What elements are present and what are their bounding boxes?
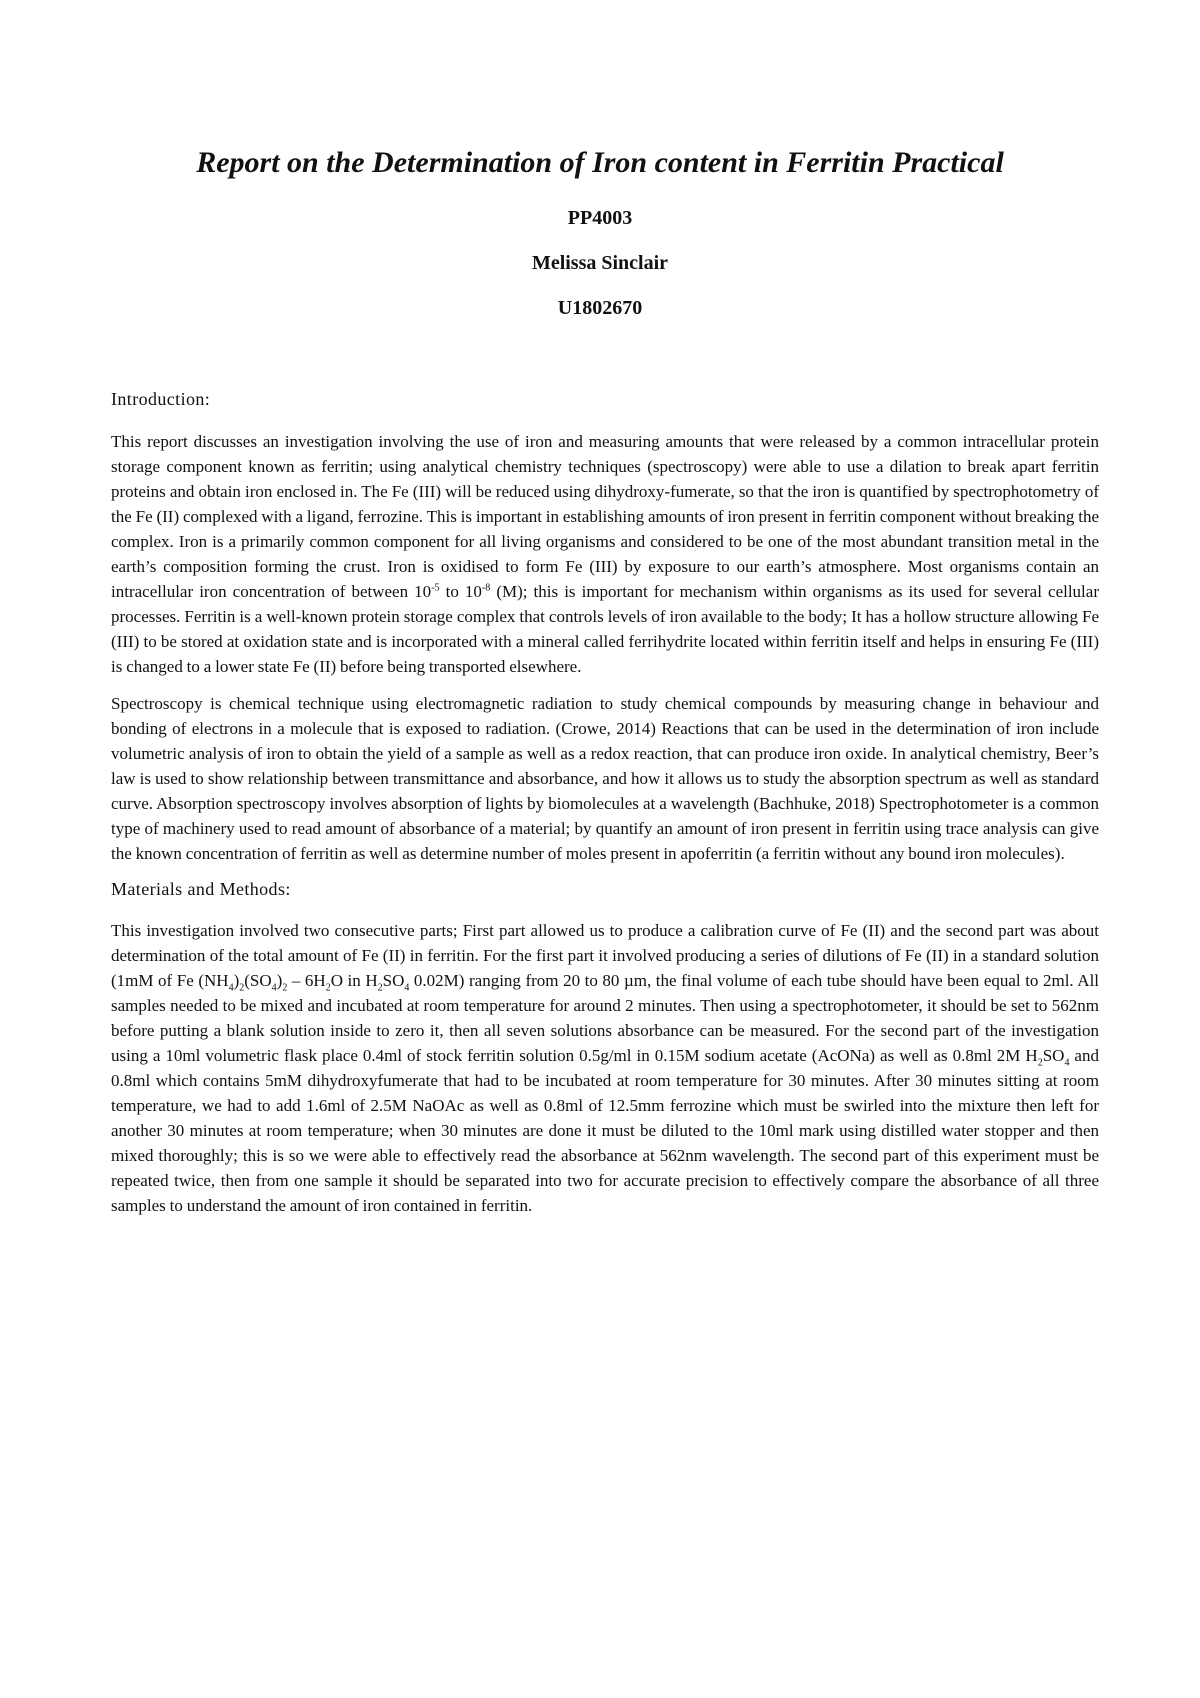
- introduction-paragraph-2: Spectroscopy is chemical technique using electromagnetic radiation to study chemical compounds by measuring change in behaviour and bonding of electrons in a molecule that is exposed to radiation. (Crowe, 2014) Reactions that can be used in the determination of iron include volumetric analysis of iron to obtain the yield of a sample as well as a redox reaction, that can produce iron oxide. In analytical chemistry, Beer’s law is used to show relationship between transmittance and absorbance, and how it allows us to study the absorption spectrum as well as standard curve. Absorption spectroscopy involves absorption of lights by biomolecules at a wavelength (Bachhuke, 2018) Spectrophotometer is a common type of machinery used to read amount of absorbance of a material; by quantify an amount of iron present in ferritin using trace analysis can give the known concentration of ferritin as well as determine number of moles present in apoferritin (a ferritin without any bound iron molecules).: [111, 693, 1099, 863]
- author-name: Melissa Sinclair: [531, 252, 669, 274]
- methods-paragraph-1: This investigation involved two consecutive parts; First part allowed us to produce a calibration curve of Fe (II) and the second part was about determination of the total amount of Fe (II) in ferritin. For the first part it involved producing a series of dilutions of Fe (II) in a standard solution (1mM of Fe $(NH_4)_2(SO_4)_2 - 6H_2O$ in $H_2SO_4$ 0.02M) ranging from 20 to 80 µm, the final volume of each tube should have been equal to 2ml. All samples needed to be mixed and incubated at room temperature for around 2 minutes. Then using a spectrophotometer, it should be set to 562nm before putting a blank solution inside to zero it, then all seven solutions absorbance can be measured. For the second part of the investigation using a 10ml volumetric flask place 0.4ml of stock ferritin solution 0.5g/ml in 0.15M sodium acetate (AcONa) as well as 0.8ml 2M $H_2SO_4$ and 0.8ml which contains 5mM dihydroxyfumerate that had to be incubated at room temperature for 30 minutes. After 30 minutes sitting at room temperature, we had to add 1.6ml of 2.5M NaOAc as well as 0.8ml of 12.5mm ferrozine which must be swirled into the mixture then left for another 30 minutes at room temperature; when 30 minutes are done it must be diluted to the 10ml mark using distilled water stopper and then mixed thoroughly; this is so we were able to effectively read the absorbance at 562nm wavelength. The second part of this experiment must be repeated twice, then from one sample it should be separated into two for accurate precision to effectively compare the absorbance of all three samples to understand the amount of iron contained in ferritin.: [111, 921, 1100, 1215]
- report-title: Report on the Determination of Iron content in Ferritin Practical: [196, 146, 1004, 179]
- student-id: U1802670: [557, 297, 643, 319]
- module-code: PP4003: [567, 207, 633, 229]
- methods-heading: Materials and Methods:: [111, 878, 291, 899]
- introduction-heading: Introduction:: [111, 389, 211, 409]
- report-body: [111, 388, 1099, 1230]
- introduction-paragraph-1: This report discusses an investigation involving the use of iron and measuring amounts that were released by a common intracellular protein storage component known as ferritin; using analytical chemistry techniques (spectroscopy) were able to use a dilation to break apart ferritin proteins and obtain iron enclosed in. The Fe (III) will be reduced using dihydroxy-fumerate, so that the iron is quantified by spectrophotometry of the Fe (II) complexed with a ligand, ferrozine. This is important in establishing amounts of iron present in ferritin component without breaking the complex. Iron is a primarily common component for all living organisms and considered to be one of the most abundant transition metal in the earth’s composition forming the crust. Iron is oxidised to form Fe (III) by exposure to our earth’s atmosphere. Most organisms contain an intracellular iron concentration of between $10^{-5}$ to $10^{-8}$ (M); this is important for mechanism within organisms as its used for several cellular processes. Ferritin is a well-known protein storage complex that controls levels of iron available to the body; It has a hollow structure allowing Fe (III) to be stored at oxidation state and is incorporated with a mineral called ferrihydrite located within ferritin itself and helps in ensuring Fe (III) is changed to a lower state Fe (II) before being transported elsewhere.: [111, 431, 1099, 676]
